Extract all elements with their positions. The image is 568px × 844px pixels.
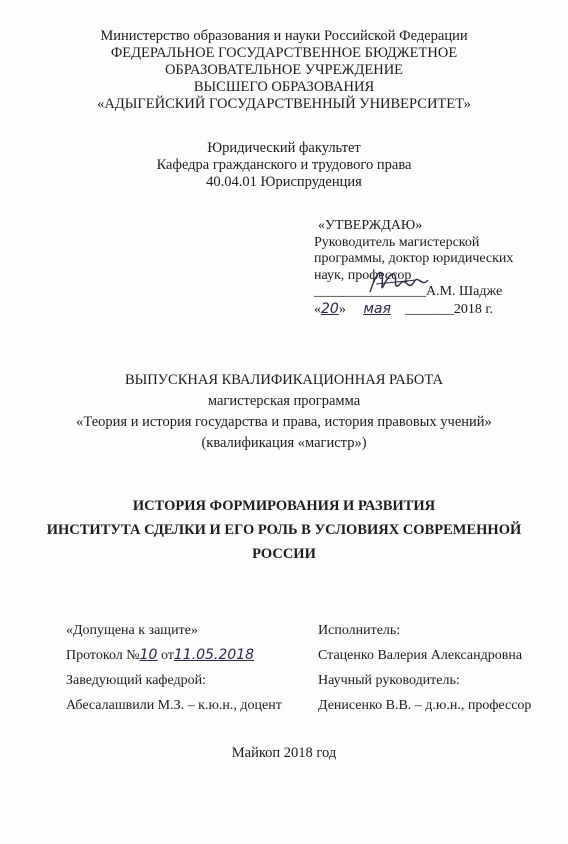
program-name: «Теория и история государства и права, история правовых учений»	[76, 414, 492, 430]
department-name: Кафедра гражданского и трудового права	[156, 157, 412, 173]
approval-role-1: Руководитель магистерской	[314, 234, 480, 250]
defense-block	[66, 618, 306, 718]
signer-name: А.М. Шадже	[426, 284, 503, 299]
performer-label: Исполнитель:	[318, 623, 401, 638]
title-line-1: ИСТОРИЯ ФОРМИРОВАНИЯ И РАЗВИТИЯ	[132, 498, 436, 514]
institution-line-2: ОБРАЗОВАТЕЛЬНОЕ УЧРЕЖДЕНИЕ	[164, 62, 404, 78]
approval-role-3: наук, профессор	[314, 267, 412, 283]
faculty-name: Юридический факультет	[207, 140, 361, 156]
footer	[0, 745, 568, 762]
institution-line-1: ФЕДЕРАЛЬНОЕ ГОСУДАРСТВЕННОЕ БЮДЖЕТНОЕ	[110, 45, 458, 61]
protocol-date-handwritten: 11.05.2018	[173, 647, 255, 663]
title-line-2: ИНСТИТУТА СДЕЛКИ И ЕГО РОЛЬ В УСЛОВИЯХ СОВРЕМЕННОЙ	[46, 522, 522, 538]
admitted-label: «Допущена к защите»	[66, 623, 198, 638]
head-name: Абесалашвили М.З. – к.ю.н., доцент	[66, 698, 282, 713]
university-name: «АДЫГЕЙСКИЙ ГОСУДАРСТВЕННЫЙ УНИВЕРСИТЕТ»	[97, 96, 471, 112]
author-block	[318, 618, 558, 718]
city-year: Майкоп 2018 год	[231, 745, 337, 761]
date-day-handwritten: 20	[321, 300, 339, 317]
handwritten-signature-icon	[366, 262, 436, 302]
approval-date-line	[314, 301, 554, 319]
faculty-block	[0, 140, 568, 191]
date-month-handwritten: мая	[363, 300, 391, 317]
protocol-line	[66, 643, 306, 668]
supervisor-name: Денисенко В.В. – д.ю.н., профессор	[318, 698, 532, 713]
qualification: (квалификация «магистр»)	[201, 435, 367, 451]
work-description	[0, 370, 568, 454]
performer-name: Стаценко Валерия Александровна	[318, 648, 523, 663]
title-line-3: РОССИИ	[252, 546, 316, 562]
thesis-title	[0, 494, 568, 566]
institution-line-3: ВЫСШЕГО ОБРАЗОВАНИЯ	[193, 79, 375, 95]
protocol-label: Протокол №	[66, 648, 140, 663]
institution-header	[0, 28, 568, 113]
head-label: Заведующий кафедрой:	[66, 673, 207, 688]
ministry-line: Министерство образования и науки Российской Федерации	[100, 28, 468, 44]
protocol-number-handwritten: 10	[139, 647, 158, 663]
program-label: магистерская программа	[207, 393, 361, 409]
protocol-from: от	[160, 648, 174, 663]
approval-heading: «УТВЕРЖДАЮ»	[318, 218, 423, 233]
work-type: ВЫПУСКНАЯ КВАЛИФИКАЦИОННАЯ РАБОТА	[124, 372, 444, 388]
date-year: _______2018 г.	[404, 301, 494, 317]
signature-blank: ________________	[314, 284, 426, 299]
program-code: 40.04.01 Юриспруденция	[206, 174, 362, 190]
approval-role-2: программы, доктор юридических	[314, 251, 514, 266]
supervisor-label: Научный руководитель:	[318, 673, 460, 688]
date-close-quote: »	[338, 301, 346, 317]
date-open-quote: «	[314, 301, 321, 317]
